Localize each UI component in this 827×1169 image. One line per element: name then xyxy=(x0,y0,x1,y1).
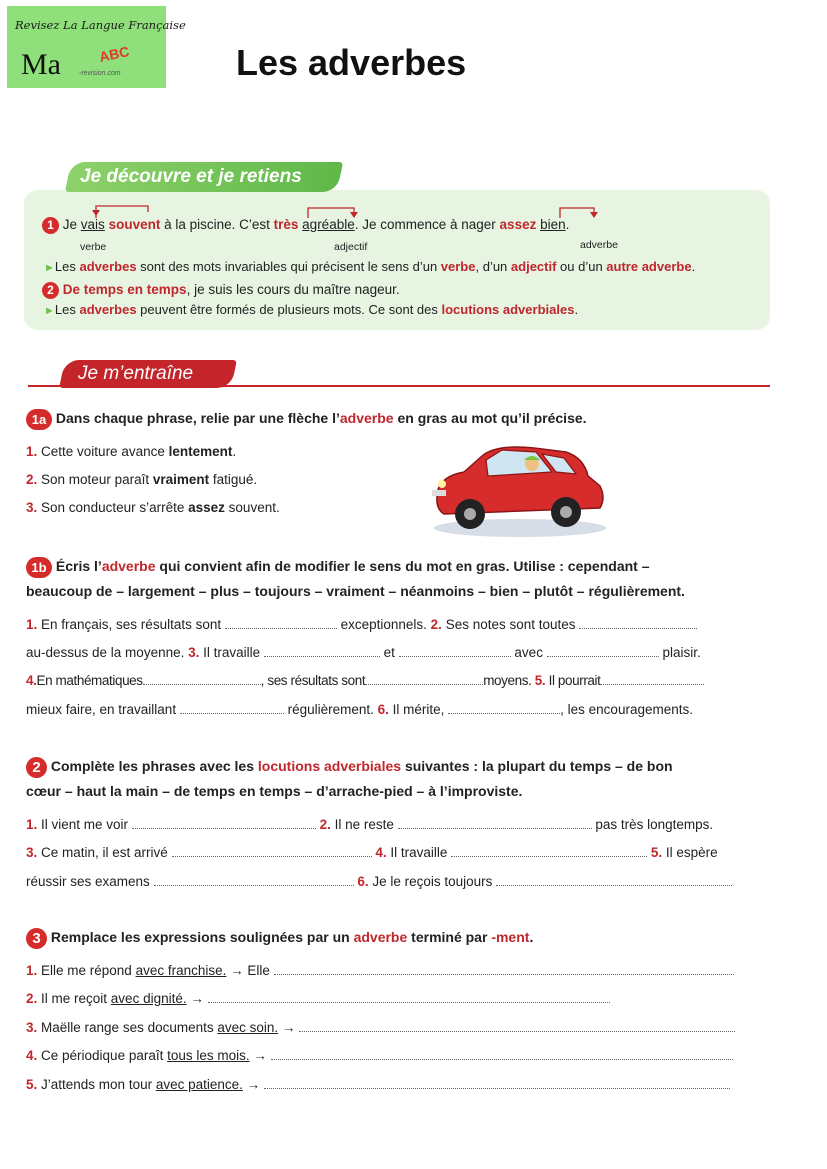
answer-blank[interactable] xyxy=(225,618,337,629)
red-car-illustration xyxy=(424,436,610,540)
discover-tab-label: Je découvre et je retiens xyxy=(80,166,302,187)
exercise-1b-line-4: mieux faire, en travaillant régulièrement. 6. Il mérite, , les encouragements. xyxy=(26,702,693,717)
answer-blank[interactable] xyxy=(451,846,647,857)
label-adjectif: adjectif xyxy=(334,241,368,253)
answer-blank[interactable] xyxy=(208,992,610,1003)
exercise-3-item: 3. Maëlle range ses documents avec soin. → xyxy=(26,1020,735,1035)
answer-blank[interactable] xyxy=(496,875,732,886)
exercise-1b-word-list: beaucoup de – largement – plus – toujours – vraiment – néanmoins – bien – plutôt – régulièrement. xyxy=(26,583,685,599)
exercise-1b-line-1: 1. En français, ses résultats sont exceptionnels. 2. Ses notes sont toutes xyxy=(26,617,697,632)
arrow-head xyxy=(92,210,100,216)
answer-blank[interactable] xyxy=(172,846,372,857)
exercise-number-badge: 2 xyxy=(26,757,47,778)
answer-blank[interactable] xyxy=(448,703,560,714)
exercise-1a-instruction: 1a Dans chaque phrase, relie par une flèche l’adverbe en gras au mot qu’il précise. xyxy=(26,409,587,430)
exercise-number-badge: 3 xyxy=(26,928,47,949)
exercise-3-item: 5. J’attends mon tour avec patience. → xyxy=(26,1077,730,1092)
practice-tab-label: Je m’entraîne xyxy=(78,363,194,384)
exercise-1b-instruction: 1b Écris l’adverbe qui convient afin de modifier le sens du mot en gras. Utilise : cependant – xyxy=(26,557,650,578)
exercise-1a-item: 2. Son moteur paraît vraiment fatigué. xyxy=(26,472,258,487)
arrow-head xyxy=(590,212,598,218)
answer-blank[interactable] xyxy=(600,674,704,685)
example-number-badge: 2 xyxy=(42,282,59,299)
exercise-1b-line-3: 4.En mathématiques , ses résultats sont moyens. 5. Il pourrait xyxy=(26,673,704,688)
exercise-1a-item: 1. Cette voiture avance lentement. xyxy=(26,444,237,459)
exercise-2-line-1: 1. Il vient me voir 2. Il ne reste pas très longtemps. xyxy=(26,817,714,832)
discover-rule-2: ►Les adverbes peuvent être formés de plusieurs mots. Ce sont des locutions adverbiales. xyxy=(44,302,579,317)
triangle-bullet-icon: ► xyxy=(44,305,55,317)
answer-blank[interactable] xyxy=(154,875,354,886)
exercise-2-instruction: 2 Complète les phrases avec les locutions adverbiales suivantes : la plupart du temps – de bon xyxy=(26,757,673,778)
exercise-2-line-3: réussir ses examens 6. Je le reçois toujours xyxy=(26,874,732,889)
exercise-3-item: 4. Ce périodique paraît tous les mois. → xyxy=(26,1048,733,1063)
logo-site: -revision.com xyxy=(79,70,121,77)
exercise-3-item: 1. Elle me répond avec franchise. → Elle xyxy=(26,963,734,978)
answer-blank[interactable] xyxy=(299,1021,735,1032)
answer-blank[interactable] xyxy=(271,1049,733,1060)
label-adverbe: adverbe xyxy=(580,239,618,251)
discover-example-1: 1 Je vais souvent à la piscine. C’est très agréable. Je commence à nager assez bien. xyxy=(42,217,569,234)
answer-blank[interactable] xyxy=(264,646,380,657)
answer-blank[interactable] xyxy=(547,646,659,657)
site-logo xyxy=(7,6,186,88)
answer-blank[interactable] xyxy=(399,646,511,657)
triangle-bullet-icon: ► xyxy=(44,262,55,274)
example-number-badge: 1 xyxy=(42,217,59,234)
answer-blank[interactable] xyxy=(365,674,483,685)
answer-blank[interactable] xyxy=(579,618,697,629)
page-title: Les adverbes xyxy=(236,42,467,83)
exercise-number-badge: 1b xyxy=(26,557,52,578)
exercise-3-item: 2. Il me reçoit avec dignité. → xyxy=(26,991,610,1006)
exercise-3-instruction: 3 Remplace les expressions soulignées par un adverbe terminé par -ment. xyxy=(26,928,533,949)
logo-ma: Ma xyxy=(21,48,61,81)
answer-blank[interactable] xyxy=(264,1078,730,1089)
discover-rule-1: ►Les adverbes sont des mots invariables qui précisent le sens d’un verbe, d’un adjectif ou d’un autre adverbe. xyxy=(44,259,696,274)
exercise-number-badge: 1a xyxy=(26,409,52,430)
discover-example-2: 2 De temps en temps, je suis les cours du maître nageur. xyxy=(42,282,400,299)
label-verbe: verbe xyxy=(80,241,107,253)
exercise-1b-line-2: au-dessus de la moyenne. 3. Il travaille et avec plaisir. xyxy=(26,645,701,660)
exercise-1a-item: 3. Son conducteur s’arrête assez souvent. xyxy=(26,500,280,515)
answer-blank[interactable] xyxy=(143,674,261,685)
answer-blank[interactable] xyxy=(180,703,284,714)
answer-blank[interactable] xyxy=(398,818,592,829)
logo-tagline: Revisez La Langue Française xyxy=(15,18,186,32)
exercise-2-word-list: cœur – haut la main – de temps en temps – d’arrache-pied – à l’improviste. xyxy=(26,783,523,799)
answer-blank[interactable] xyxy=(132,818,316,829)
exercise-2-line-2: 3. Ce matin, il est arrivé 4. Il travaille 5. Il espère xyxy=(26,845,718,860)
answer-blank[interactable] xyxy=(274,964,734,975)
logo-abc: ABC xyxy=(97,43,131,65)
